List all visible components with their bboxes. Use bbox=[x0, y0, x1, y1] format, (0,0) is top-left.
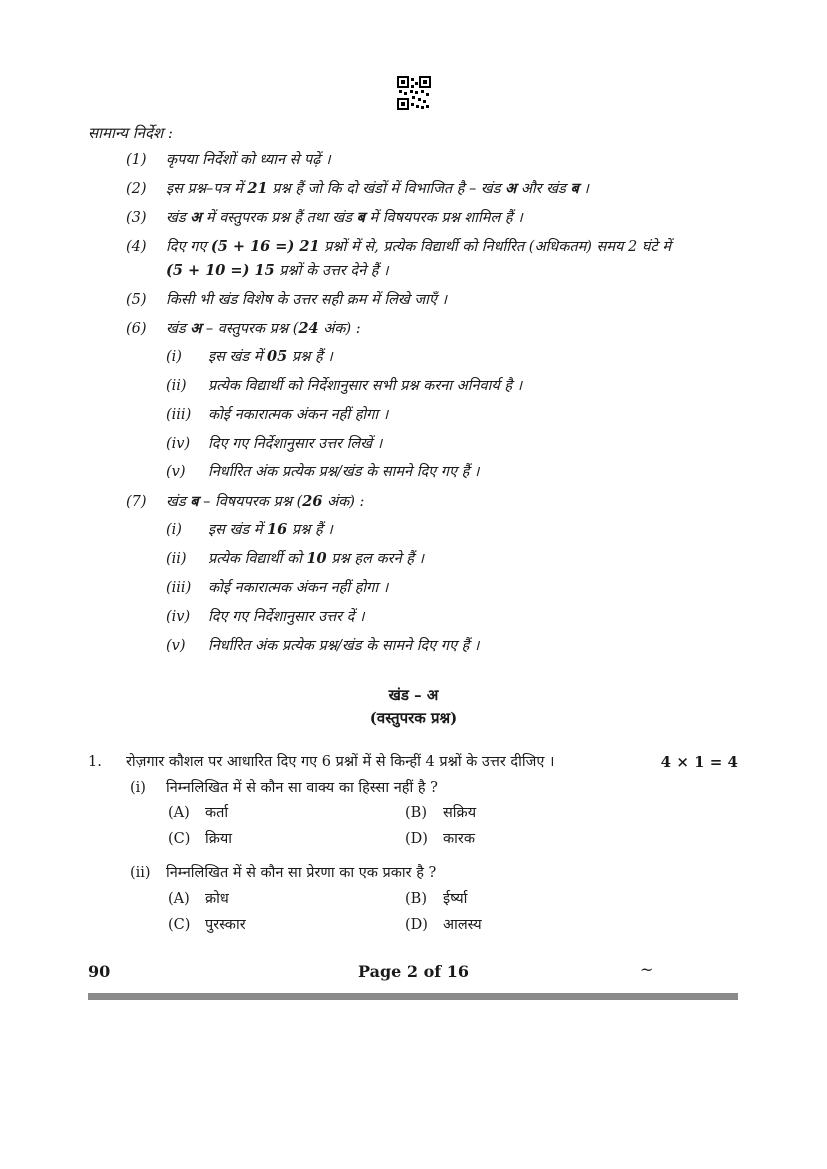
option-label: (D) bbox=[405, 831, 428, 847]
option-label: (C) bbox=[168, 917, 191, 933]
option-label: (A) bbox=[168, 805, 190, 821]
qr-code-icon bbox=[397, 76, 431, 110]
sub-question-number: (i) bbox=[130, 780, 146, 796]
sub-question-number: (ii) bbox=[130, 865, 151, 881]
section-title: खंड – अ bbox=[388, 686, 439, 704]
option-label: (B) bbox=[405, 891, 427, 907]
instruction-item: (4) दिए गए (5 + 16 =) 21 प्रश्नों में से, प्रत्येक विद्यार्थी को निर्धारित (अधिकतम) समय 2 घंटे में (5 + 10 =) 15 प्रश्नों के उत्तर देने हैं । bbox=[126, 238, 672, 279]
sub-question-text: निम्नलिखित में से कौन सा वाक्य का हिस्सा नहीं है ? bbox=[166, 780, 438, 796]
option-label: (A) bbox=[168, 891, 190, 907]
option-label: (D) bbox=[405, 917, 428, 933]
sub-question-text: निम्नलिखित में से कौन सा प्रेरणा का एक प्रकार है ? bbox=[166, 865, 437, 881]
option-text: पुरस्कार bbox=[205, 917, 246, 933]
option-text: क्रोध bbox=[205, 891, 229, 907]
option-label: (C) bbox=[168, 831, 191, 847]
footer-divider bbox=[88, 993, 738, 1000]
question-marks: 4 × 1 = 4 bbox=[660, 753, 738, 771]
paper-code: 90 bbox=[88, 962, 111, 981]
general-instructions-title: सामान्य निर्देश : bbox=[88, 124, 173, 142]
option-text: कारक bbox=[443, 831, 475, 847]
page-number: Page 2 of 16 bbox=[358, 962, 469, 981]
option-text: आलस्य bbox=[443, 917, 482, 933]
option-text: ईर्ष्या bbox=[443, 891, 468, 907]
footer-mark: ~ bbox=[640, 960, 654, 979]
option-text: कर्ता bbox=[205, 805, 229, 821]
option-text: सक्रिय bbox=[443, 805, 477, 821]
question-number: 1. bbox=[88, 754, 102, 770]
question-text: रोज़गार कौशल पर आधारित दिए गए 6 प्रश्नों में से किन्हीं 4 प्रश्नों के उत्तर दीजिए । bbox=[126, 754, 555, 770]
option-text: क्रिया bbox=[205, 831, 233, 847]
option-label: (B) bbox=[405, 805, 427, 821]
section-subtitle: (वस्तुपरक प्रश्न) bbox=[369, 709, 458, 727]
